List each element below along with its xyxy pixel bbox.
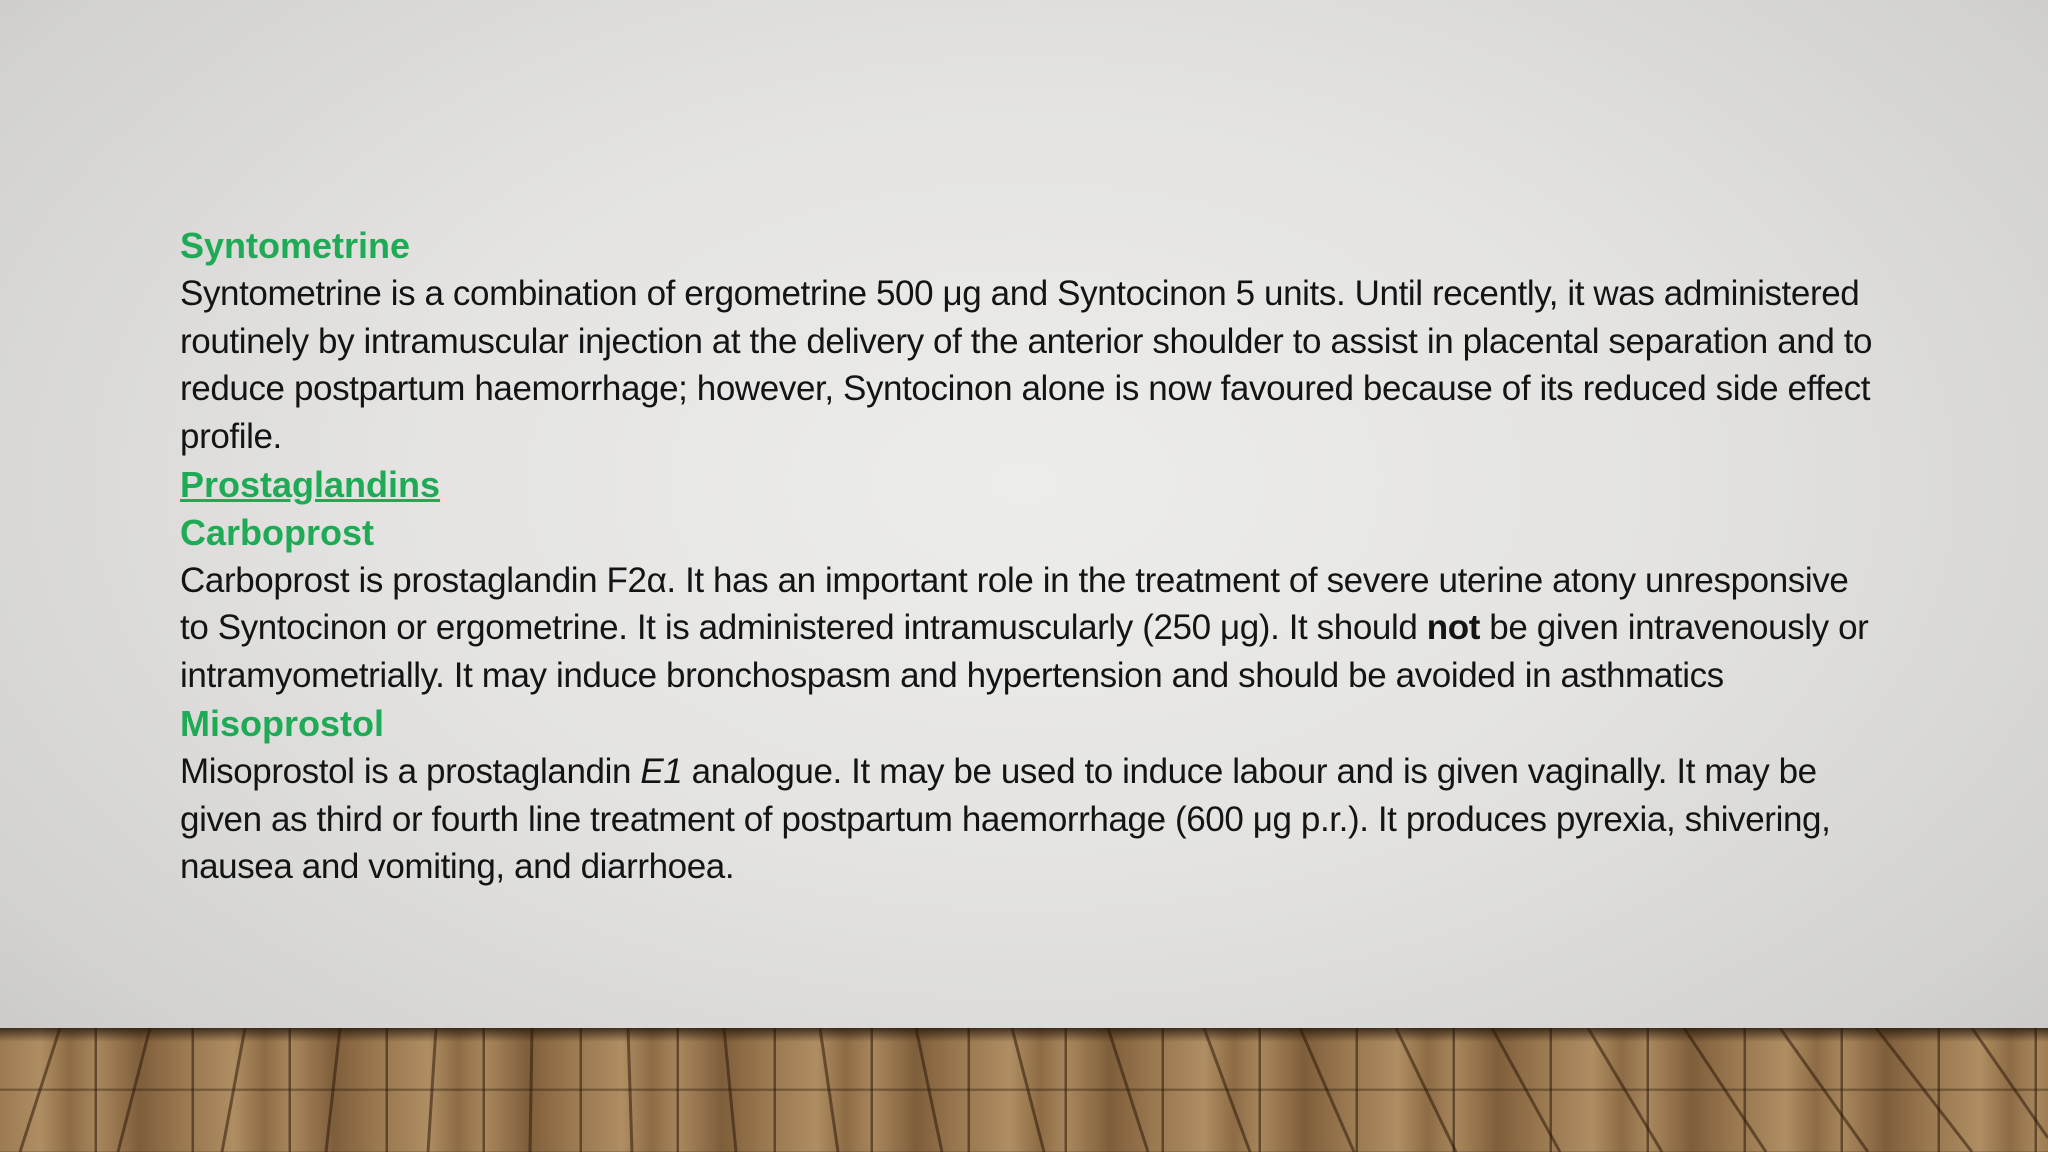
paragraph-carboprost [180, 557, 1880, 700]
slide-content [180, 222, 1880, 891]
heading-prostaglandins: Prostaglandins [180, 463, 441, 505]
paragraph-misoprostol [180, 748, 1880, 891]
heading-misoprostol: Misoprostol [180, 702, 384, 744]
carboprost-text-end: be given intravenously or intramyometrially. It may induce bronchospasm and hypertension and should be avoided in asthmatics [180, 608, 1869, 696]
wooden-floor [0, 1028, 2048, 1152]
floor-plank-lines [0, 1028, 2048, 1152]
heading-carboprost: Carboprost [180, 511, 375, 553]
carboprost-emphasis: not [1426, 608, 1480, 648]
carboprost-text-start: Carboprost is prostaglandin F2α. It has an important role in the treatment of severe uterine atony unresponsive to Syntocinon or ergometrine. It is administered intramuscularly (250 μg). It should [180, 560, 1849, 648]
heading-syntometrine: Syntometrine [180, 225, 411, 266]
misoprostol-text-start: Misoprostol is a prostaglandin [180, 751, 641, 791]
paragraph-syntometrine: Syntometrine is a combination of ergometrine 500 μg and Syntocinon 5 units. Until recently, it was administered routinely by intramuscular injection at the delivery of the anterior shoulder to assist in placental separation and to reduce postpartum haemorrhage; however, Syntocinon alone is now favoured because of its reduced side effect profile. [180, 273, 1873, 457]
misoprostol-text-end: analogue. It may be used to induce labour and is given vaginally. It may be given as third or fourth line treatment of postpartum haemorrhage (600 μg p.r.). It produces pyrexia, shivering, nausea and vomiting, and diarrhoea. [180, 751, 1831, 887]
misoprostol-italic-term: E1 [640, 751, 683, 791]
